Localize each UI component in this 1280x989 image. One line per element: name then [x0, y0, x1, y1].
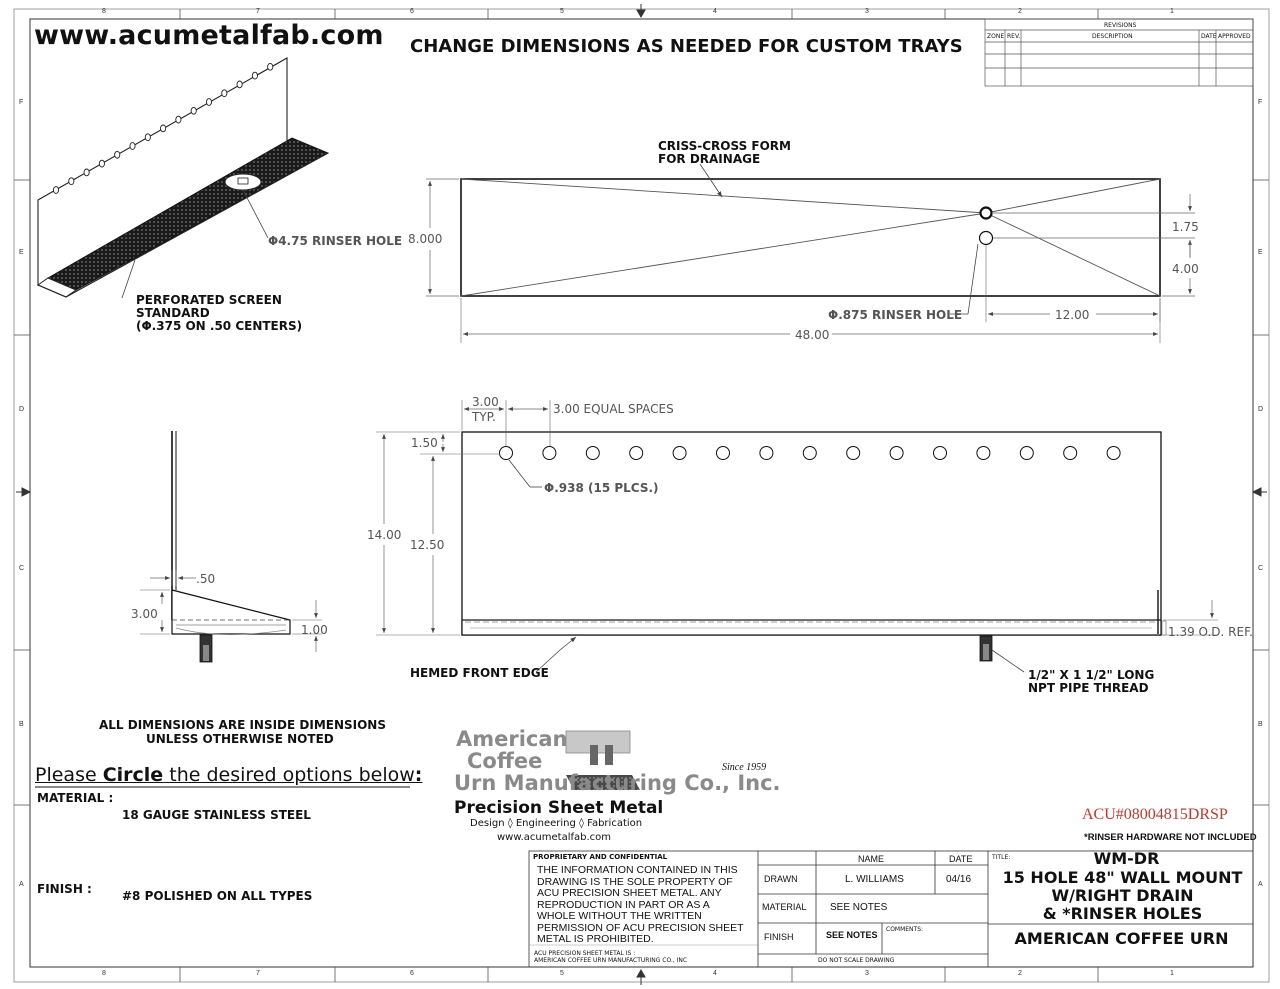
zone-col-1-top: 1 [1170, 8, 1174, 15]
do-not-scale-note: DO NOT SCALE DRAWING [818, 957, 895, 964]
drawn-by-name: L. WILLIAMS [845, 874, 904, 885]
proprietary-title: PROPRIETARY AND CONFIDENTIAL [533, 853, 668, 861]
rev-col-rev: REV. [1007, 33, 1021, 40]
website-heading: www.acumetalfab.com [34, 20, 384, 51]
side-depth-dim: 3.00 [131, 607, 158, 621]
iso-faucet-hole [84, 169, 89, 176]
title-label: TITLE: [992, 854, 1011, 861]
top-drain-hole [981, 208, 992, 219]
iso-faucet-hole [206, 99, 211, 106]
tray-length-dim: 48.00 [795, 328, 830, 342]
proprietary-footer-1: ACU PRECISION SHEET METAL IS : [534, 950, 636, 957]
options-heading-pre: Please [35, 764, 103, 786]
zone-col-2-bottom: 2 [1018, 970, 1022, 977]
drawing-title-line-3: W/RIGHT DRAIN [1051, 886, 1194, 905]
zone-row-d-left: D [19, 406, 25, 413]
rev-col-date: DATE [1201, 33, 1217, 40]
zone-row-a-right: A [1258, 881, 1263, 888]
faucet-hole [934, 447, 947, 460]
zone-row-c-left: C [19, 565, 25, 572]
top-rinser-hole [980, 232, 993, 245]
logo-precision-sheet-metal: Precision Sheet Metal [454, 798, 664, 818]
logo-american: American [456, 727, 568, 751]
faucet-hole [977, 447, 990, 460]
iso-faucet-hole [191, 107, 196, 114]
hole-start-dim: 3.00 [472, 395, 499, 409]
inside-dimensions-note: ALL DIMENSIONS ARE INSIDE DIMENSIONS [99, 718, 386, 732]
finish-row-value: SEE NOTES [826, 930, 878, 940]
logo-website: www.acumetalfab.com [497, 832, 612, 843]
logo-coffee: Coffee [467, 749, 543, 773]
zone-col-4-bottom: 4 [713, 970, 717, 977]
zone-row-a-left: A [19, 881, 24, 888]
faucet-hole [760, 447, 773, 460]
zone-row-b-left: B [19, 721, 24, 728]
material-row-value: SEE NOTES [830, 902, 888, 913]
zone-col-4-top: 4 [713, 8, 717, 15]
zone-row-d-right: D [1258, 406, 1264, 413]
faucet-hole [630, 447, 643, 460]
hole-to-bottom-dim: 12.50 [410, 538, 445, 552]
zone-col-6-bottom: 6 [410, 970, 414, 977]
criss-cross-label: CRISS-CROSS FORM [658, 139, 791, 153]
criss-cross-label-2: FOR DRAINAGE [658, 152, 761, 166]
drawing-title-line-4: & *RINSER HOLES [1042, 904, 1203, 923]
finish-option-label: FINISH : [37, 882, 92, 896]
zone-row-f-left: F [19, 99, 24, 106]
date-column-header: DATE [949, 854, 973, 864]
proprietary-text: THE INFORMATION CONTAINED IN THIS DRAWING IS THE SOLE PROPERTY OF ACU PRECISION SHEET METAL. ANY REPRODUCTION IN PART OR AS A WHOLE WITHOUT THE WRITTEN PERMISSION OF ACU PRECISION SHEET METAL IS PROHIBITED. [537, 864, 744, 945]
iso-faucet-hole [145, 134, 150, 141]
iso-faucet-hole [252, 72, 257, 79]
zone-col-5-bottom: 5 [560, 970, 564, 977]
name-column-header: NAME [858, 854, 885, 864]
side-view [140, 431, 322, 662]
zone-row-b-right: B [1258, 721, 1263, 728]
hole-spacing-dim: 3.00 EQUAL SPACES [553, 402, 674, 416]
zone-col-5-top: 5 [560, 8, 564, 15]
faucet-hole [1064, 447, 1077, 460]
revisions-title: REVISIONS [1104, 22, 1137, 29]
company-name: AMERICAN COFFEE URN [1014, 929, 1229, 948]
finish-row-label: FINISH [764, 932, 794, 942]
iso-faucet-hole [53, 187, 58, 194]
faucet-hole [543, 447, 556, 460]
iso-faucet-hole [99, 160, 104, 167]
iso-faucet-hole [161, 125, 166, 132]
front-faucet-holes [500, 447, 1121, 460]
zone-row-f-right: F [1258, 99, 1263, 106]
od-ref-dim: 1.39 O.D. REF. [1168, 625, 1253, 639]
pipe-thread-label-2: NPT PIPE THREAD [1028, 681, 1149, 695]
faucet-hole [586, 447, 599, 460]
faucet-hole [717, 447, 730, 460]
zone-row-c-right: C [1258, 565, 1264, 572]
rev-col-approved: APPROVED [1218, 33, 1251, 40]
material-option-label: MATERIAL : [37, 791, 114, 805]
drawing-title-model: WM-DR [1093, 849, 1160, 868]
comments-label: COMMENTS: [886, 926, 924, 933]
rev-col-description: DESCRIPTION [1092, 33, 1133, 40]
hole-start-typ: TYP. [472, 410, 496, 424]
material-option-value[interactable]: 18 GAUGE STAINLESS STEEL [122, 808, 311, 822]
hole-height-dim: 1.50 [411, 436, 438, 450]
rinser-hardware-note: *RINSER HARDWARE NOT INCLUDED [1084, 832, 1257, 843]
drawing-title-line-2: 15 HOLE 48" WALL MOUNT [1002, 868, 1243, 887]
zone-col-6-top: 6 [410, 8, 414, 15]
drain-offset-dim: 1.75 [1172, 220, 1199, 234]
options-heading-colon: : [414, 764, 423, 786]
faucet-hole [847, 447, 860, 460]
drawn-date: 04/16 [946, 874, 972, 885]
perforated-screen-standard: STANDARD [136, 306, 210, 320]
faucet-hole [1020, 447, 1033, 460]
logo-since: Since 1959 [722, 762, 767, 773]
zone-col-7-top: 7 [256, 8, 260, 15]
faucet-hole [803, 447, 816, 460]
iso-faucet-hole [130, 143, 135, 150]
iso-faucet-hole [115, 151, 120, 158]
rev-col-zone: ZONE [987, 33, 1005, 40]
options-heading-post: the desired options below [163, 764, 415, 786]
rinser-offset-dim: 4.00 [1172, 262, 1199, 276]
side-tray-profile [172, 590, 290, 634]
side-front-height-dim: 1.00 [301, 623, 328, 637]
iso-view [38, 58, 328, 298]
iso-faucet-hole [222, 90, 227, 97]
logo-services: Design ◊ Engineering ◊ Fabrication [470, 818, 643, 829]
zone-col-8-bottom: 8 [102, 970, 106, 977]
front-wall-outline [462, 432, 1161, 635]
iso-faucet-hole [176, 116, 181, 123]
faucet-hole [673, 447, 686, 460]
top-tray-outline [461, 179, 1160, 296]
hemmed-edge-label: HEMED FRONT EDGE [410, 666, 549, 680]
front-view [376, 400, 1218, 672]
iso-faucet-hole [268, 63, 273, 70]
zone-col-1-bottom: 1 [1170, 970, 1174, 977]
top-rinser-hole-label: Φ.875 RINSER HOLE [828, 308, 963, 322]
zone-col-7-bottom: 7 [256, 970, 260, 977]
zone-row-e-left: E [19, 249, 24, 256]
pipe-thread-label: 1/2" X 1 1/2" LONG [1028, 668, 1155, 682]
iso-faucet-hole [237, 81, 242, 88]
inside-dimensions-note-2: UNLESS OTHERWISE NOTED [146, 732, 334, 746]
revisions-table [985, 19, 1253, 86]
zone-col-8-top: 8 [102, 8, 106, 15]
faucet-hole [500, 447, 513, 460]
zone-row-e-right: E [1258, 249, 1263, 256]
wall-height-dim: 14.00 [367, 528, 402, 542]
faucet-hole [890, 447, 903, 460]
custom-trays-banner: CHANGE DIMENSIONS AS NEEDED FOR CUSTOM TRAYS [410, 36, 963, 57]
proprietary-footer-2: AMERICAN COFFEE URN MANUFACTURING CO., INC [534, 957, 688, 964]
perforated-screen-label: PERFORATED SCREEN [136, 293, 282, 307]
drawn-label: DRAWN [764, 874, 798, 884]
perforated-screen-spec: (Φ.375 ON .50 CENTERS) [136, 319, 303, 333]
faucet-hole [1107, 447, 1120, 460]
zone-col-3-top: 3 [865, 8, 869, 15]
logo-urn-mfg: Urn Manufacturing Co., Inc. [454, 771, 781, 795]
zone-col-3-bottom: 3 [865, 970, 869, 977]
options-heading [35, 764, 422, 786]
part-number: ACU#08004815DRSP [1082, 806, 1228, 823]
side-lip-dim: .50 [196, 572, 216, 586]
iso-rinser-hole-label: Φ4.75 RINSER HOLE [268, 234, 403, 248]
material-row-label: MATERIAL [762, 902, 807, 912]
faucet-holes-label: Φ.938 (15 PLCS.) [544, 481, 659, 495]
drain-from-end-dim: 12.00 [1055, 308, 1090, 322]
tray-width-dim: 8.000 [408, 232, 443, 246]
zone-col-2-top: 2 [1018, 8, 1022, 15]
finish-option-value[interactable]: #8 POLISHED ON ALL TYPES [122, 889, 313, 903]
iso-faucet-hole [69, 178, 74, 185]
options-heading-circle: Circle [102, 764, 164, 786]
